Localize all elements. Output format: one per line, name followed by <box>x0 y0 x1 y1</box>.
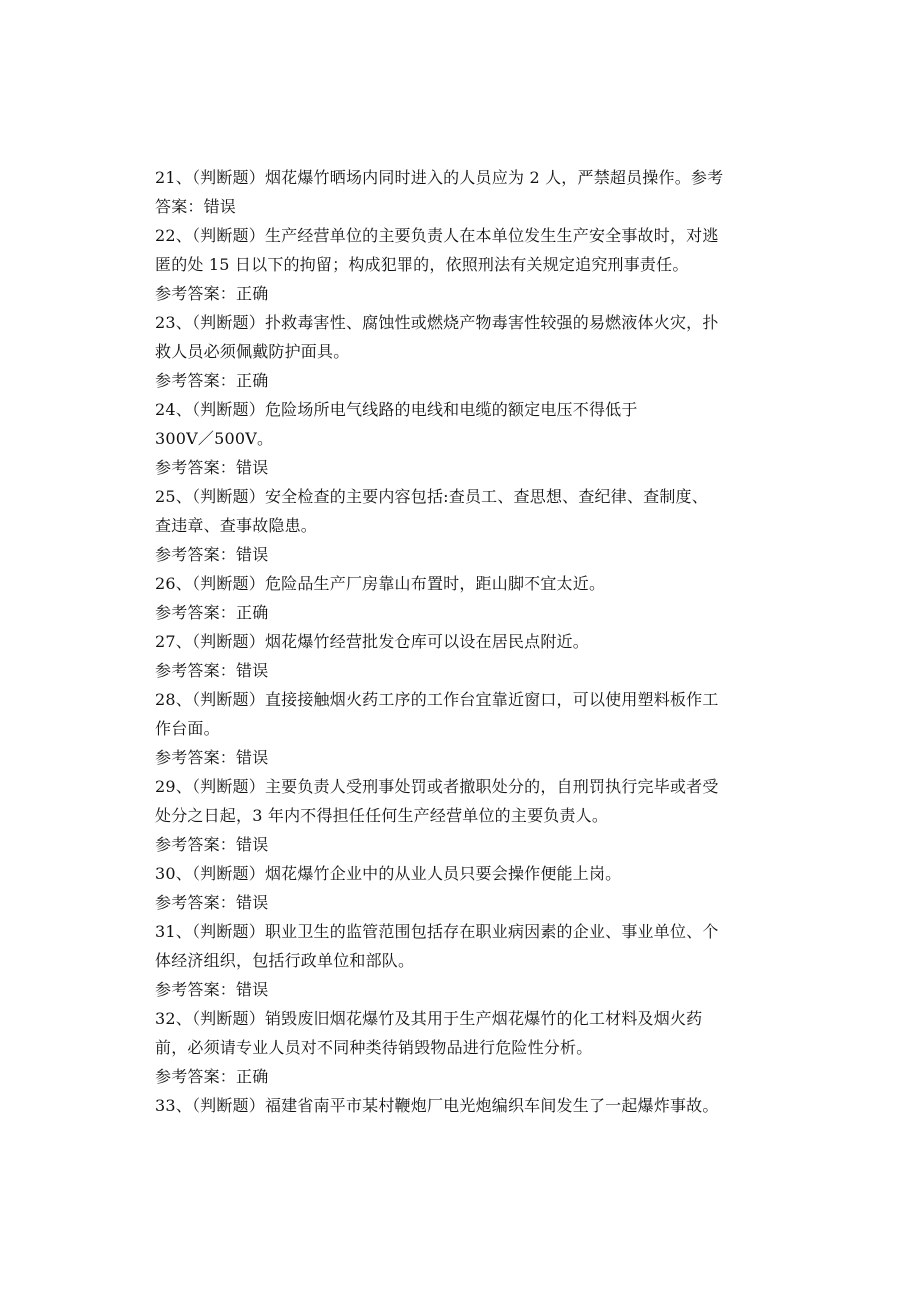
text-line: 参考答案：正确 <box>155 371 269 390</box>
text-line: 30、（判断题）烟花爆竹企业中的从业人员只要会操作便能上岗。 <box>155 864 622 883</box>
text-line: 参考答案：错误 <box>155 835 269 854</box>
text-line: 匿的处 15 日以下的拘留；构成犯罪的，依照刑法有关规定追究刑事责任。 <box>155 255 689 274</box>
text-line: 33、（判断题）福建省南平市某村鞭炮厂电光炮编织车间发生了一起爆炸事故。 <box>155 1096 719 1115</box>
text-line: 参考答案：错误 <box>155 545 269 564</box>
text-line: 参考答案：正确 <box>155 603 269 622</box>
text-line: 救人员必须佩戴防护面具。 <box>155 342 350 361</box>
document-page <box>155 163 755 1120</box>
text-line: 参考答案：正确 <box>155 1067 269 1086</box>
text-line: 21、（判断题）烟花爆竹晒场内同时进入的人员应为 2 人，严禁超员操作。参考 <box>155 168 724 187</box>
text-line: 23、（判断题）扑救毒害性、腐蚀性或燃烧产物毒害性较强的易燃液体火灾，扑 <box>155 313 719 332</box>
text-line: 300V／500V。 <box>155 429 274 448</box>
text-line: 32、（判断题）销毁废旧烟花爆竹及其用于生产烟花爆竹的化工材料及烟火药 <box>155 1009 703 1028</box>
text-line: 前，必须请专业人员对不同种类待销毁物品进行危险性分析。 <box>155 1038 593 1057</box>
text-line: 体经济组织，包括行政单位和部队。 <box>155 951 415 970</box>
text-line: 29、（判断题）主要负责人受刑事处罚或者撤职处分的，自刑罚执行完毕或者受 <box>155 777 719 796</box>
text-line: 24、（判断题）危险场所电气线路的电线和电缆的额定电压不得低于 <box>155 400 638 419</box>
text-line: 31、（判断题）职业卫生的监管范围包括存在职业病因素的企业、事业单位、个 <box>155 922 719 941</box>
text-line: 答案：错误 <box>155 197 237 216</box>
text-line: 25、（判断题）安全检查的主要内容包括:查员工、查思想、查纪律、查制度、 <box>155 487 708 506</box>
text-line: 参考答案：错误 <box>155 661 269 680</box>
text-line: 参考答案：错误 <box>155 893 269 912</box>
text-line: 28、（判断题）直接接触烟火药工序的工作台宜靠近窗口，可以使用塑料板作工 <box>155 690 719 709</box>
text-line: 参考答案：错误 <box>155 980 269 999</box>
text-line: 处分之日起，3 年内不得担任任何生产经营单位的主要负责人。 <box>155 806 609 825</box>
text-line: 26、（判断题）危险品生产厂房靠山布置时，距山脚不宜太近。 <box>155 574 606 593</box>
text-line: 作台面。 <box>155 719 220 738</box>
text-line: 参考答案：正确 <box>155 284 269 303</box>
text-line: 查违章、查事故隐患。 <box>155 516 318 535</box>
text-line: 参考答案：错误 <box>155 748 269 767</box>
text-line: 参考答案：错误 <box>155 458 269 477</box>
text-line: 22、（判断题）生产经营单位的主要负责人在本单位发生生产安全事故时，对逃 <box>155 226 719 245</box>
text-line: 27、（判断题）烟花爆竹经营批发仓库可以设在居民点附近。 <box>155 632 589 651</box>
